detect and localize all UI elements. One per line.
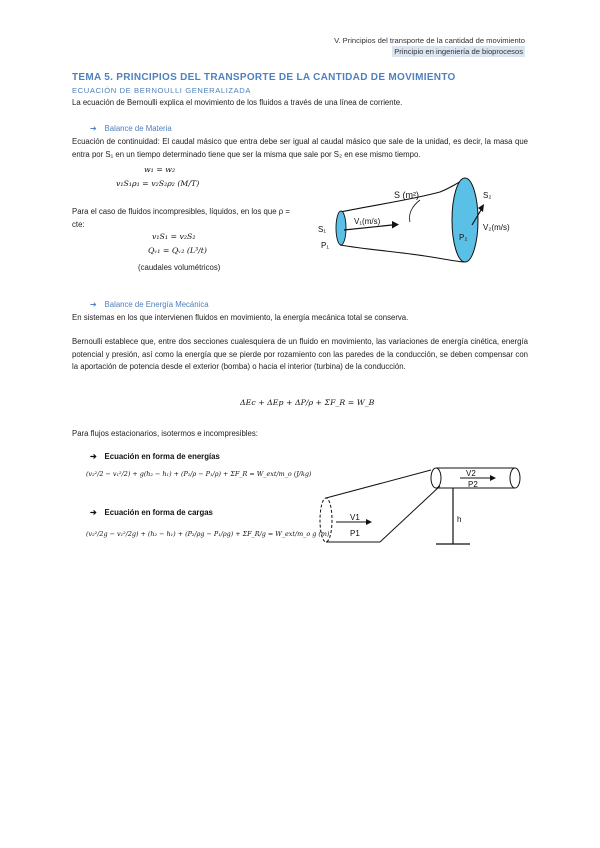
label-v2: V2: [466, 469, 476, 478]
elevated-pipe-diagram: [310, 460, 525, 550]
equation-energy-balance: ΔEc + ΔEp + ΔP/ρ + ΣF_R = W_B: [240, 398, 375, 407]
label-s-m2: S (m²): [394, 190, 419, 200]
label-p1: P₁: [321, 241, 330, 250]
running-header-course: Principio en ingeniería de bioprocesos: [394, 47, 523, 56]
arrow-right-icon: ➔: [90, 124, 97, 133]
label-p2: P₂: [459, 233, 468, 242]
materia-heading: [90, 124, 172, 133]
cargas-heading-label: Ecuación en forma de cargas: [104, 508, 213, 517]
equation-mass-flow: w₁ = w₂: [144, 165, 176, 174]
cargas-heading: [90, 508, 213, 517]
upper-pipe-end: [510, 468, 520, 488]
section-subtitle: ECUACIÓN DE BERNOULLI GENERALIZADA: [72, 86, 252, 95]
label-s2: S₂: [483, 191, 492, 200]
energias-heading-label: Ecuación en forma de energías: [104, 452, 220, 461]
v1-arrowhead: [366, 519, 372, 525]
v2-arrowhead: [490, 475, 496, 481]
inlet-section: [336, 211, 346, 245]
section-pointer: [409, 200, 420, 222]
label-v1: V1: [350, 513, 360, 522]
arrow-right-icon: ➔: [90, 300, 97, 309]
continuity-paragraph: Ecuación de continuidad: El caudal másico que entra debe ser igual al caudal másico que sale de la unidad, es decir, la masa que entra por S₁ en un tiempo determinado tiene que ser la misma que sale por S₂ en ese mismo tiempo.: [72, 137, 528, 159]
section-title: TEMA 5. PRINCIPIOS DEL TRANSPORTE DE LA CANTIDAD DE MOVIMIENTO: [72, 72, 456, 83]
pipe-lower-wall: [340, 245, 465, 262]
upper-pipe-joint: [431, 468, 441, 488]
label-h: h: [457, 515, 462, 524]
energias-heading: [90, 452, 220, 461]
energia-paragraph-3: Para flujos estacionarios, isotermos e incompresibles:: [72, 429, 258, 438]
label-s1: S₁: [318, 225, 327, 234]
lower-pipe-inlet: [320, 498, 332, 542]
label-p2: P2: [468, 480, 478, 489]
incompressible-paragraph: Para el caso de fluidos incompresibles, líquidos, en los que ρ = cte:: [72, 207, 290, 229]
arrow-right-icon: ➔: [90, 508, 97, 517]
equation-incompressible: v₁S₁ = v₂S₂: [152, 232, 196, 241]
energia-heading: [90, 300, 209, 309]
label-v2: V₂(m/s): [483, 223, 510, 232]
running-header-chapter: V. Principios del transporte de la cantidad de movimiento: [334, 36, 525, 45]
label-v1: V₁(m/s): [354, 217, 381, 226]
equation-energias: (v₂²/2 − v₁²/2) + g(h₂ − h₁) + (P₂/ρ − P₁/ρ) + ΣF_R = W_ext/m_o (J/kg): [86, 470, 312, 478]
inclined-pipe-bottom: [380, 486, 440, 542]
label-p1: P1: [350, 529, 360, 538]
pipe-diagram: [300, 170, 530, 270]
arrow-right-icon: ➔: [90, 452, 97, 461]
inlet-arrowhead: [392, 221, 399, 229]
equation-continuity: v₁S₁ρ₁ = v₂S₂ρ₂ (M/T): [116, 179, 200, 188]
outlet-section: [452, 178, 478, 262]
inclined-pipe-top: [326, 470, 431, 498]
volumetric-caption: (caudales volumétricos): [138, 263, 221, 272]
bernoulli-paragraph: Bernoulli establece que, entre dos secciones cualesquiera de un fluido en movimiento, las variaciones de energía cinética, energía potencial y presión, así como la energía que se pierde por rozamiento con las paredes de la conducción, se deben compensar con la aportación de potencia desde el exterior (bomba) o hacia el interior (turbina) de la conducción.: [72, 337, 528, 372]
equation-volumetric: Qᵥ₁ = Qᵥ₂ (L³/t): [148, 246, 207, 255]
energia-paragraph-1: En sistemas en los que intervienen fluidos en movimiento, la energía mecánica total se conserva.: [72, 313, 409, 322]
energia-heading-label: Balance de Energía Mecánica: [104, 300, 209, 309]
equation-cargas: (v₂²/2g − v₁²/2g) + (h₂ − h₁) + (P₂/ρg − P₁/ρg) + ΣF_R/g = W_ext/m_o g (m): [86, 530, 330, 538]
intro-paragraph: La ecuación de Bernoulli explica el movimiento de los fluidos a través de una línea de corriente.: [72, 98, 403, 107]
materia-heading-label: Balance de Materia: [104, 124, 172, 133]
